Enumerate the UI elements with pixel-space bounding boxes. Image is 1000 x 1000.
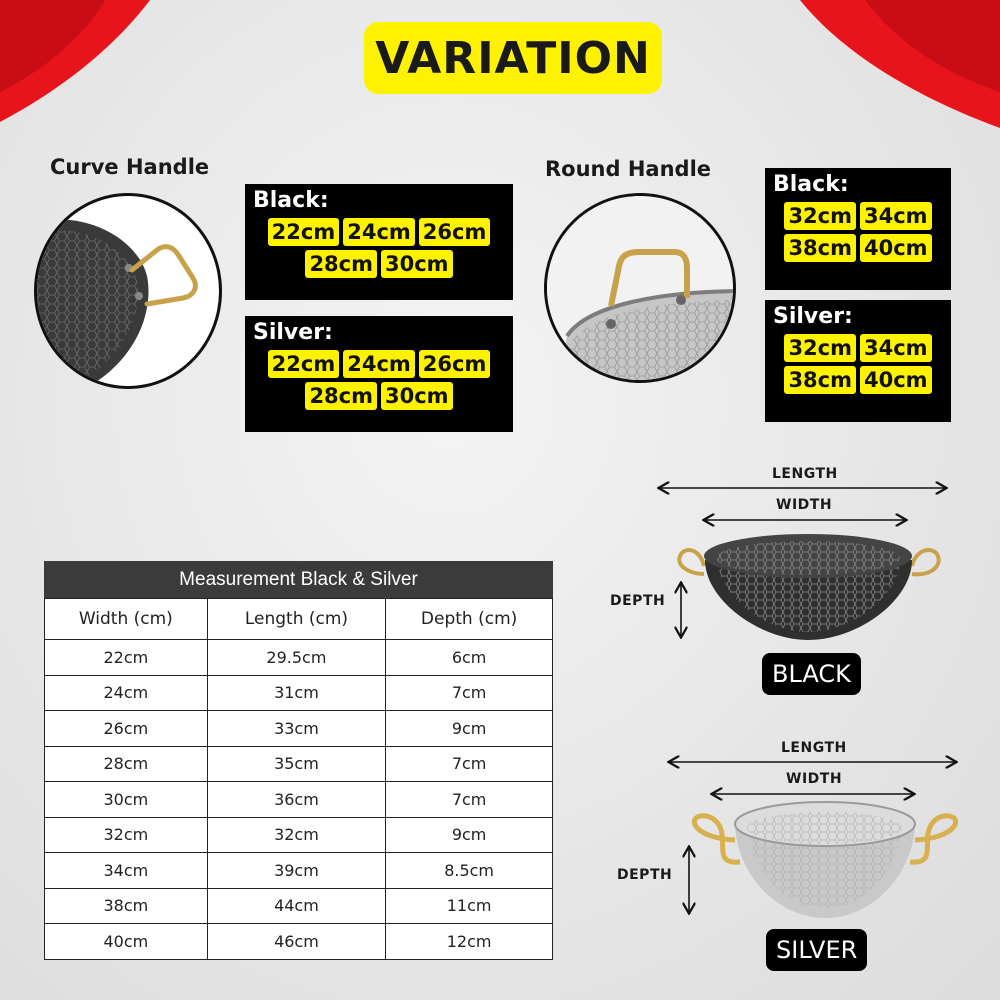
table-cell: 9cm — [386, 817, 553, 853]
table-cell: 26cm — [45, 711, 208, 747]
size-chip[interactable]: 40cm — [860, 366, 932, 394]
table-title: Measurement Black & Silver — [44, 561, 553, 598]
table-cell: 33cm — [207, 711, 386, 747]
size-chip[interactable]: 34cm — [860, 202, 932, 230]
round-handle-title: Round Handle — [545, 157, 712, 181]
table-cell: 7cm — [386, 675, 553, 711]
length-label-silver: LENGTH — [781, 740, 847, 756]
table-cell: 34cm — [45, 853, 208, 889]
table-cell: 39cm — [207, 853, 386, 889]
table-cell: 29.5cm — [207, 640, 386, 676]
table-cell: 35cm — [207, 746, 386, 782]
size-chip[interactable]: 26cm — [419, 218, 491, 246]
size-chip[interactable]: 38cm — [784, 234, 856, 262]
size-chip[interactable]: 32cm — [784, 202, 856, 230]
size-chip[interactable]: 22cm — [268, 218, 340, 246]
black-variant-tag: BLACK — [762, 653, 861, 695]
curve-black-label: Black: — [253, 188, 329, 213]
table-cell: 22cm — [45, 640, 208, 676]
size-chip[interactable]: 38cm — [784, 366, 856, 394]
table-cell: 30cm — [45, 782, 208, 818]
size-chip[interactable]: 24cm — [343, 218, 415, 246]
size-chip[interactable]: 30cm — [381, 250, 453, 278]
table-cell: 7cm — [386, 782, 553, 818]
size-chip[interactable]: 32cm — [784, 334, 856, 362]
column-header-length: Length (cm) — [207, 599, 386, 640]
column-header-width: Width (cm) — [45, 599, 208, 640]
size-chip[interactable]: 22cm — [268, 350, 340, 378]
table-cell: 36cm — [207, 782, 386, 818]
table-cell: 28cm — [45, 746, 208, 782]
table-cell: 8.5cm — [386, 853, 553, 889]
table-cell: 11cm — [386, 888, 553, 924]
table-cell: 46cm — [207, 924, 386, 960]
depth-label-black: DEPTH — [610, 593, 666, 609]
table-cell: 32cm — [45, 817, 208, 853]
silver-wok-image — [694, 802, 955, 918]
round-silver-label: Silver: — [773, 304, 853, 329]
size-chip[interactable]: 26cm — [419, 350, 491, 378]
page-title: VARIATION — [364, 22, 662, 94]
round-black-label: Black: — [773, 172, 849, 197]
size-chip[interactable]: 24cm — [343, 350, 415, 378]
width-label-silver: WIDTH — [786, 771, 843, 787]
black-wok-image — [679, 534, 938, 640]
column-header-depth: Depth (cm) — [386, 599, 553, 640]
table-cell: 31cm — [207, 675, 386, 711]
table-cell: 6cm — [386, 640, 553, 676]
width-label-black: WIDTH — [776, 497, 833, 513]
silver-variant-tag: SILVER — [766, 929, 867, 971]
depth-label-silver: DEPTH — [617, 867, 673, 883]
curve-handle-title: Curve Handle — [50, 155, 210, 179]
size-chip[interactable]: 28cm — [305, 382, 377, 410]
table-cell: 7cm — [386, 746, 553, 782]
table-cell: 40cm — [45, 924, 208, 960]
table-cell: 38cm — [45, 888, 208, 924]
table-cell: 44cm — [207, 888, 386, 924]
size-chip[interactable]: 34cm — [860, 334, 932, 362]
table-cell: 12cm — [386, 924, 553, 960]
length-label-black: LENGTH — [772, 466, 838, 482]
table-cell: 24cm — [45, 675, 208, 711]
size-chip[interactable]: 28cm — [305, 250, 377, 278]
size-chip[interactable]: 40cm — [860, 234, 932, 262]
size-chip[interactable]: 30cm — [381, 382, 453, 410]
table-cell: 9cm — [386, 711, 553, 747]
table-cell: 32cm — [207, 817, 386, 853]
curve-silver-label: Silver: — [253, 320, 333, 345]
